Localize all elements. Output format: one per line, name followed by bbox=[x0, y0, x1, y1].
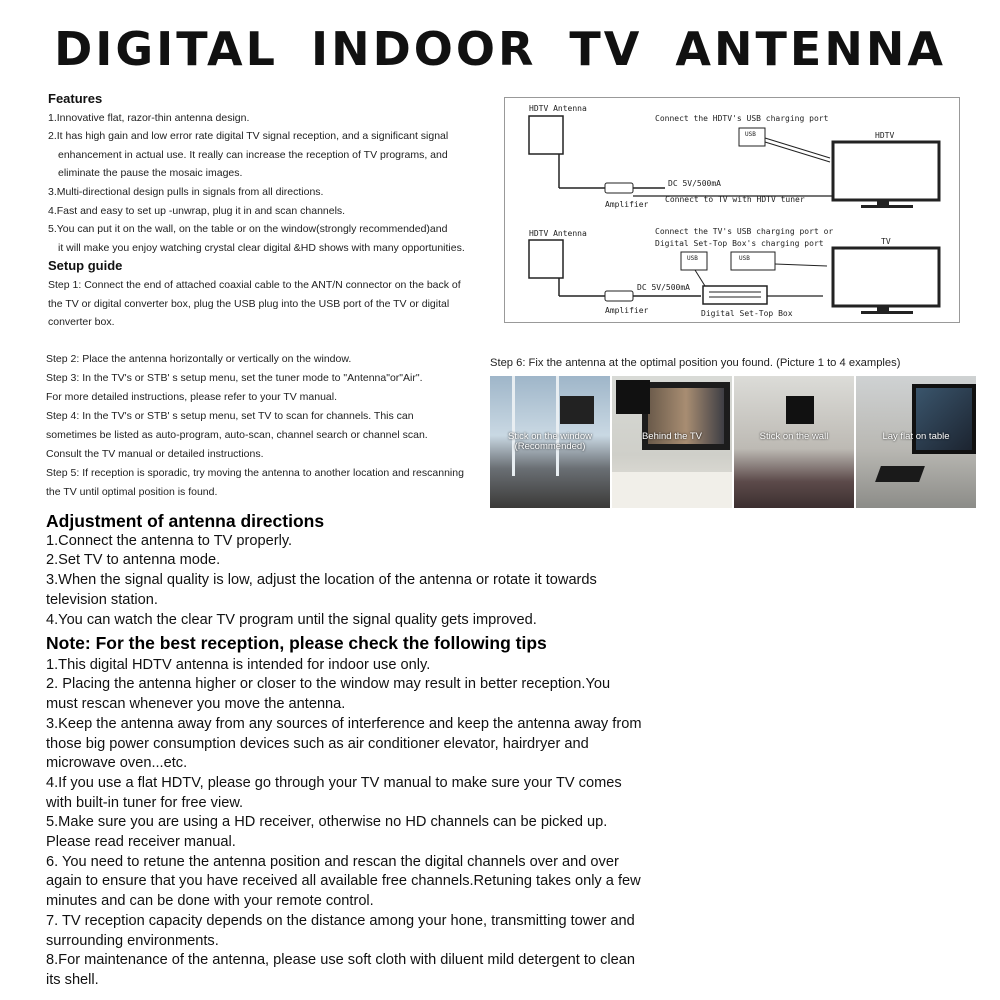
feature-line: 1.Innovative flat, razor-thin antenna design. bbox=[48, 111, 250, 124]
setup-line: sometimes be listed as auto-program, auto-scan, channel search or channel scan. bbox=[46, 429, 428, 441]
note-line: 3.Keep the antenna away from any sources of interference and keep the antenna away from bbox=[46, 715, 642, 732]
usb-port-label: Connect the HDTV's USB charging port bbox=[655, 114, 829, 123]
setup-line: the TV or digital converter box, plug the USB plug into the USB port of the TV or digital bbox=[48, 297, 450, 310]
note-line: minutes and can be done with your remote control. bbox=[46, 893, 374, 910]
note-line: with built-in tuner for free view. bbox=[46, 794, 244, 811]
power-label: DC 5V/500mA bbox=[637, 283, 690, 292]
amplifier-label: Amplifier bbox=[605, 306, 649, 315]
feature-line: 5.You can put it on the wall, on the table or on the window(strongly recommended)and bbox=[48, 223, 448, 236]
antenna-icon bbox=[616, 380, 650, 414]
feature-line: it will make you enjoy watching crystal clear digital &HD shows with many opportunities. bbox=[58, 241, 465, 254]
photo-caption: (Recommended) bbox=[514, 441, 586, 452]
amplifier-label: Amplifier bbox=[605, 200, 649, 209]
setup-line: Step 5: If reception is sporadic, try moving the antenna to another location and rescanning bbox=[46, 467, 464, 479]
note-line: 5.Make sure you are using a HD receiver, otherwise no HD channels can be picked up. bbox=[46, 814, 608, 831]
note-line: 4.If you use a flat HDTV, please go through your TV manual to make sure your TV comes bbox=[46, 774, 622, 791]
setup-line: converter box. bbox=[48, 316, 115, 329]
antenna-icon bbox=[529, 240, 563, 278]
note-line: 8.For maintenance of the antenna, please use soft cloth with diluent mild detergent to clean bbox=[46, 952, 635, 969]
usb-port-label: Connect the TV's USB charging port or bbox=[655, 227, 834, 236]
note-line: microwave oven...etc. bbox=[46, 755, 188, 772]
usb-label: USB bbox=[687, 255, 698, 262]
photo-caption: Stick on the window bbox=[508, 431, 592, 442]
page-title: DIGITAL INDOOR TV ANTENNA bbox=[54, 22, 946, 76]
setup-line: Step 1: Connect the end of attached coaxial cable to the ANT/N connector on the back of bbox=[48, 278, 461, 291]
photo-behind-tv bbox=[612, 376, 734, 508]
adjustment-line: 2.Set TV to antenna mode. bbox=[46, 552, 221, 569]
tv-icon bbox=[833, 248, 939, 306]
settop-label: Digital Set-Top Box bbox=[701, 309, 793, 318]
usb-label: USB bbox=[739, 255, 750, 262]
adjustment-line: television station. bbox=[46, 591, 158, 608]
setup-line: Step 4: In the TV's or STB' s setup menu, set TV to scan for channels. This can bbox=[46, 410, 414, 422]
note-line: 7. TV reception capacity depends on the distance among your hone, transmitting tower and bbox=[46, 912, 635, 929]
feature-line: eliminate the pause the mosaic images. bbox=[58, 167, 243, 180]
step6-label: Step 6: Fix the antenna at the optimal position you found. (Picture 1 to 4 examples) bbox=[490, 357, 901, 369]
placement-photos bbox=[490, 376, 976, 508]
note-line: surrounding environments. bbox=[46, 932, 219, 949]
setup-line: For more detailed instructions, please refer to your TV manual. bbox=[46, 391, 338, 403]
diagram-antenna-label: HDTV Antenna bbox=[529, 104, 587, 113]
power-label: DC 5V/500mA bbox=[668, 179, 721, 188]
note-line: Please read receiver manual. bbox=[46, 834, 236, 851]
photo-caption: Stick on the wall bbox=[759, 431, 829, 442]
amplifier-icon bbox=[605, 291, 633, 301]
setup-line: Step 3: In the TV's or STB' s setup menu, set the tuner mode to "Antenna"or"Air". bbox=[46, 372, 423, 384]
adjustment-line: 3.When the signal quality is low, adjust the location of the antenna or rotate it towards bbox=[46, 572, 597, 589]
photo-caption: Behind the TV bbox=[641, 431, 703, 442]
feature-line: 4.Fast and easy to set up -unwrap, plug it in and scan channels. bbox=[48, 204, 346, 217]
note-line: 2. Placing the antenna higher or closer to the window may result in better reception.You bbox=[46, 676, 611, 693]
antenna-icon bbox=[786, 396, 814, 424]
note-line: 1.This digital HDTV antenna is intended for indoor use only. bbox=[46, 656, 431, 673]
antenna-icon bbox=[875, 466, 925, 482]
note-line: must rescan whenever you move the antenna. bbox=[46, 696, 346, 713]
connect-label: Connect to TV with HDTV tuner bbox=[665, 195, 805, 204]
tv-label: TV bbox=[881, 237, 891, 246]
features-section bbox=[48, 90, 488, 332]
setup-line: Step 2: Place the antenna horizontally or vertically on the window. bbox=[46, 353, 352, 365]
setup-line: Consult the TV manual or detailed instructions. bbox=[46, 448, 264, 460]
adjustment-line: 4.You can watch the clear TV program until the signal quality gets improved. bbox=[46, 611, 537, 628]
hdtv-label: HDTV bbox=[875, 131, 895, 140]
features-heading: Features bbox=[48, 91, 103, 106]
usb-label: USB bbox=[745, 131, 756, 138]
photo-window bbox=[490, 376, 612, 508]
setup-line: the TV until optimal position is found. bbox=[46, 486, 218, 498]
antenna-icon bbox=[529, 116, 563, 154]
note-line: its shell. bbox=[46, 971, 99, 988]
settop-box-icon bbox=[703, 286, 767, 304]
adjustment-section bbox=[46, 512, 646, 630]
note-heading: Note: For the best reception, please check the following tips bbox=[46, 633, 547, 653]
setup-steps bbox=[46, 350, 486, 502]
usb-icon bbox=[731, 252, 775, 270]
note-line: again to ensure that you have received all available free channels.Retuning takes only a few bbox=[46, 873, 641, 890]
diagram-antenna-label: HDTV Antenna bbox=[529, 229, 587, 238]
note-line: 6. You need to retune the antenna position and rescan the digital channels over and over bbox=[46, 853, 619, 870]
setup-heading: Setup guide bbox=[48, 258, 123, 274]
feature-line: 3.Multi-directional design pulls in signals from all directions. bbox=[48, 185, 324, 198]
adjustment-line: 1.Connect the antenna to TV properly. bbox=[46, 532, 293, 549]
connection-diagram bbox=[504, 97, 960, 323]
note-section bbox=[46, 634, 666, 991]
antenna-icon bbox=[560, 396, 594, 424]
photo-wall bbox=[734, 376, 856, 508]
photo-table bbox=[856, 376, 976, 508]
tv-icon bbox=[833, 142, 939, 200]
feature-line: enhancement in actual use. It really can increase the reception of TV programs, and bbox=[58, 148, 448, 161]
note-line: those big power consumption devices such as air conditioner elevator, hairdryer and bbox=[46, 735, 589, 752]
adjustment-heading: Adjustment of antenna directions bbox=[46, 511, 325, 531]
photo-caption: Lay flat on table bbox=[882, 431, 950, 442]
usb-port-label: Digital Set-Top Box's charging port bbox=[655, 239, 824, 248]
amplifier-icon bbox=[605, 183, 633, 193]
feature-line: 2.It has high gain and low error rate digital TV signal reception, and a significant signal bbox=[48, 130, 449, 143]
